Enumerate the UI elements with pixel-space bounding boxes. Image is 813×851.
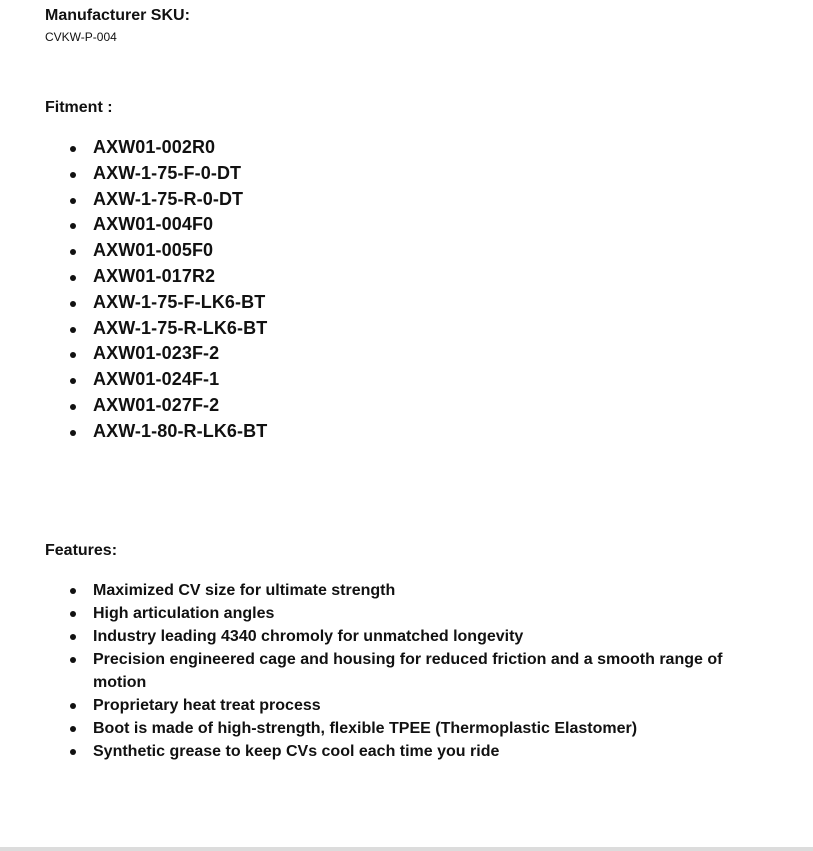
feature-item-text: Proprietary heat treat process: [93, 697, 321, 714]
fitment-item-text: AXW-1-75-F-0-DT: [93, 162, 242, 183]
bullet-icon: [70, 301, 76, 307]
bullet-icon: [70, 703, 76, 709]
fitment-item: [68, 187, 267, 213]
feature-item-text: Maximized CV size for ultimate strength: [93, 582, 396, 599]
fitment-list: [68, 135, 267, 445]
fitment-item-text: AXW-1-75-R-LK6-BT: [93, 317, 268, 338]
fitment-item-text: AXW01-002R0: [93, 137, 216, 157]
bullet-icon: [70, 146, 76, 152]
bullet-icon: [70, 198, 76, 204]
fitment-item-text: AXW01-027F-2: [93, 394, 220, 415]
feature-item-text: Precision engineered cage and housing for reduced friction and a smooth range of motion: [93, 651, 723, 691]
fitment-item-text: AXW01-024F-1: [93, 369, 220, 390]
fitment-item-text: AXW01-017R2: [93, 265, 216, 286]
manufacturer-sku-value: CVKW-P-004: [45, 30, 117, 44]
bullet-icon: [70, 588, 76, 594]
fitment-item-text: AXW01-005F0: [93, 240, 214, 261]
bullet-icon: [70, 378, 76, 384]
features-label: Features:: [45, 542, 118, 559]
fitment-item-text: AXW01-023F-2: [93, 343, 220, 364]
manufacturer-sku-label: Manufacturer SKU:: [45, 7, 190, 24]
fitment-item: [68, 212, 267, 238]
feature-item: [68, 717, 768, 740]
feature-item: [68, 648, 768, 694]
bullet-icon: [70, 249, 76, 255]
fitment-item: [68, 135, 267, 161]
fitment-item-text: AXW-1-80-R-LK6-BT: [93, 420, 268, 441]
bullet-icon: [70, 726, 76, 732]
feature-item-text: Boot is made of high-strength, flexible TPEE (Thermoplastic Elastomer): [93, 720, 638, 737]
fitment-item: [68, 419, 267, 445]
fitment-item: [68, 161, 267, 187]
bullet-icon: [70, 611, 76, 617]
feature-item-text: High articulation angles: [93, 605, 275, 622]
feature-item: [68, 740, 768, 763]
fitment-item: [68, 393, 267, 419]
bullet-icon: [70, 275, 76, 281]
fitment-label: Fitment :: [45, 99, 113, 116]
bullet-icon: [70, 404, 76, 410]
feature-item: [68, 694, 768, 717]
feature-item: [68, 602, 768, 625]
features-list: [68, 579, 768, 763]
feature-item: [68, 579, 768, 602]
bullet-icon: [70, 634, 76, 640]
fitment-item-text: AXW01-004F0: [93, 214, 214, 235]
fitment-item: [68, 264, 267, 290]
bullet-icon: [70, 172, 76, 178]
fitment-item: [68, 367, 267, 393]
feature-item-text: Industry leading 4340 chromoly for unmatched longevity: [93, 628, 524, 645]
fitment-item: [68, 341, 267, 367]
feature-item: [68, 625, 768, 648]
fitment-item-text: AXW-1-75-F-LK6-BT: [93, 291, 266, 312]
bullet-icon: [70, 327, 76, 333]
fitment-item: [68, 316, 267, 342]
bullet-icon: [70, 749, 76, 755]
bullet-icon: [70, 223, 76, 229]
fitment-item-text: AXW-1-75-R-0-DT: [93, 188, 244, 209]
feature-item-text: Synthetic grease to keep CVs cool each time you ride: [93, 743, 500, 760]
fitment-item: [68, 238, 267, 264]
bottom-divider: [0, 847, 813, 851]
bullet-icon: [70, 430, 76, 436]
bullet-icon: [70, 352, 76, 358]
bullet-icon: [70, 657, 76, 663]
fitment-item: [68, 290, 267, 316]
